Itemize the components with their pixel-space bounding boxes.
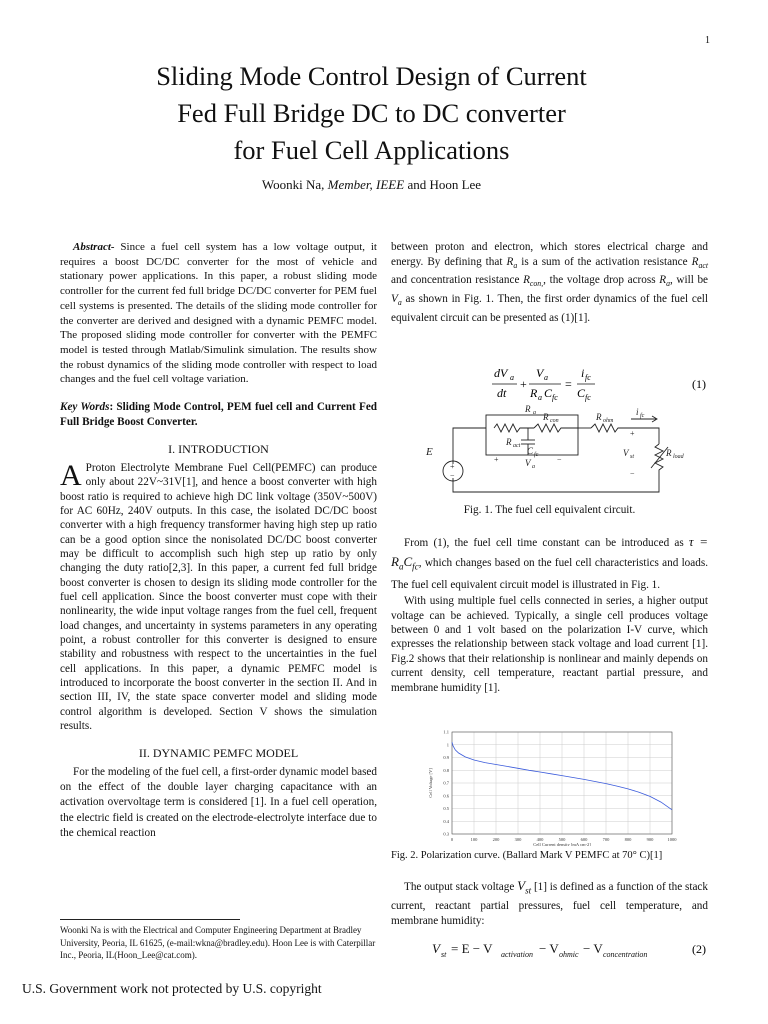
label-sub: fc <box>640 413 645 419</box>
svg-text:dV: dV <box>494 366 508 380</box>
svg-text:− V: − V <box>539 941 559 956</box>
svg-text:activation: activation <box>501 950 533 959</box>
text-run: as shown in Fig. 1. Then, the first order dynamics of the fuel cell equivalent circuit can be presented as (1)[1]. <box>391 293 708 325</box>
label-sub: st <box>630 454 635 460</box>
title-line: Sliding Mode Control Design of Current <box>156 61 587 91</box>
polarization-chart <box>410 726 688 846</box>
author-membership: Member, IEEE <box>327 177 405 192</box>
text-run: The output stack voltage <box>404 881 518 893</box>
label-sub: a <box>532 464 535 470</box>
circuit-wire <box>453 428 486 464</box>
x-tick-label: 300 <box>514 837 522 842</box>
svg-text:concentration: concentration <box>603 950 648 959</box>
x-axis-label: Cell Current density [mA cm-2] <box>533 842 591 846</box>
label-sub: con <box>550 418 559 424</box>
svg-text:a: a <box>544 373 548 382</box>
svg-text:fc: fc <box>585 373 591 382</box>
text-run: , which changes based on the fuel cell characteristics and loads. The fuel cell equivalent circuit model is illustrated in Fig. 1. <box>391 556 708 591</box>
svg-text:a: a <box>510 373 514 382</box>
y-tick-label: 1.1 <box>443 729 449 735</box>
label-rcon: R <box>543 412 549 422</box>
svg-text:C: C <box>544 386 553 400</box>
y-tick-label: 0.7 <box>443 780 449 786</box>
x-tick-label: 0 <box>450 837 454 842</box>
text-run: and concentration resistance <box>391 274 524 287</box>
svg-text:st: st <box>441 950 447 959</box>
figure-1-circuit <box>391 400 708 500</box>
copyright-notice: U.S. Government work not protected by U.S. copyright <box>22 981 322 996</box>
x-tick-label: 400 <box>536 837 544 842</box>
circuit-wire <box>453 478 659 492</box>
resistor-ohm <box>591 424 659 444</box>
x-tick-label: 200 <box>492 837 500 842</box>
abstract-text: Since a fuel cell system has a low voltage output, it requires a boost DC/DC converter for the most of vehicle and stationary power applications. In this paper, a robust sliding mode controller for the current fed full bridge DC/DC converter for PEM fuel cell systems is presented. The details of the sliding mode controller for the converter are derived and designed with a dynamic PEMFC model. The proposed sliding mode controller for converter with the PEMFC model is tested through Matlab/Simulink simulation. The results show the robust dynamics of the sliding mode controller with respect to load changes and the fuel cell voltage variation. <box>60 241 377 386</box>
va-plus: + <box>494 455 499 464</box>
x-tick-label: 900 <box>646 837 654 842</box>
right-paragraph: From (1), the fuel cell time constant can be introduced as $\tau = R_aC_{fc}$, which changes based on the fuel cell characteristics and loads. The fuel cell equivalent circuit model is illustrated in Fig. 1. With using multiple fuel cells connected in series, a higher output voltage can be achieved. Typically, a single cell produces voltage between 0 and 1 volt based on the polarization I-V curve, which expresses the relationship between stack voltage and load current [1]. Fig.2 shows that their relationship is nonlinear and mainly depends on current density, cell temperature, reactant partial pressure, and membrane humidity [1]. <box>391 534 708 694</box>
intro-paragraph <box>60 458 377 734</box>
equation-1-graphic <box>391 362 708 402</box>
author-name: Woonki Na, <box>261 177 328 192</box>
svg-text:C: C <box>577 386 586 400</box>
title-line: for Fuel Cell Applications <box>233 135 510 165</box>
keywords-label: Key Words <box>60 401 110 414</box>
abstract <box>60 240 377 387</box>
y-tick-label: 0.8 <box>443 767 449 773</box>
title-line: Fed Full Bridge DC to DC converter <box>177 98 566 128</box>
svg-text:fc: fc <box>585 393 591 402</box>
equation-2 <box>391 935 708 963</box>
svg-text:= E − V: = E − V <box>451 941 493 956</box>
drop-cap: A <box>60 458 82 492</box>
svg-text:V: V <box>432 941 440 956</box>
y-tick-label: 0.6 <box>443 793 449 799</box>
figure-1-caption: Fig. 1. The fuel cell equivalent circuit. <box>463 504 636 516</box>
label-ra: R <box>525 404 531 414</box>
text-run: between proton and electron, which stores electrical charge and energy. By defining that <box>391 241 708 268</box>
y-tick-label: 1 <box>446 742 449 748</box>
label-rload: R <box>666 448 672 458</box>
svg-text:ohmic: ohmic <box>559 950 579 959</box>
svg-text:+: + <box>520 377 527 391</box>
intro-text: Proton Electrolyte Membrane Fuel Cell(PEMFC) can produce only about 22V~31V[1], and hence a boost converter with high boost ratio is required to achieve high DC link voltage (350V~500V) for AC 60Hz, 240V outputs. In this case, the isolated DC/DC boost converter with a high frequency transformer having high step up ratio can be a good option since the nonisolated DC/DC boost converter may be difficult to accomplish such high step up ratio by only changing the duty ratio[2,3]. In this paper, a current fed full bridge boost converter is chosen to design its sliding mode controller for the fuel cell application. Since the boost converter must cope with their nonlinearity, the wide input voltage ranges from the fuel cell, frequent load changes, and uncertainty in systems parameters in any operating point, a robust controller for this converter is designed to ensure stability and robustness with respect to the uncertainties in the fuel cell applications. In this paper, a dynamic PEMFC model is introduced to incorporate the boost converter in the section II. And in section III, IV, the state space converter model and sliding mode control algorithm is developed. Section V shows the simulation results. <box>60 461 377 732</box>
model-paragraph: For the modeling of the fuel cell, a first-order dynamic model based on the effect of the double layer charging capacitance with an activation overvoltage term is considered [1]. In a fuel cell operation, the electric field is created on the electrode-electrolyte interface due to the chemical reaction <box>60 765 377 839</box>
svg-text:i: i <box>581 366 585 380</box>
label-sub: ohm <box>603 418 614 424</box>
text-run: From (1), the fuel cell time constant can be introduced as <box>404 537 689 549</box>
label-sub: a <box>533 410 536 416</box>
y-tick-label: 0.3 <box>443 831 449 837</box>
y-tick-label: 0.9 <box>443 755 449 760</box>
keywords: Key Words: Sliding Mode Control, PEM fuel cell and Current Fed Full Bridge Boost Converter. <box>60 401 378 428</box>
vst-plus: + <box>630 429 635 438</box>
page-number: 1 <box>705 35 710 46</box>
text-run: , will be <box>669 274 709 287</box>
text-run: , the voltage drop across <box>543 274 660 287</box>
text-run: is a sum of the activation resistance <box>517 255 692 268</box>
right-paragraph-3: With using multiple fuel cells connected in series, a higher output voltage can be achieved. Typically, a single cell produces voltage between 0 and 1 volt based on the polarization I-V curve, which expresses the relationship between stack voltage and load current [1]. Fig.2 shows that their relationship is nonlinear and mainly depends on current density, cell temperature, reactant partial pressure, and membrane humidity [1]. <box>391 595 708 694</box>
equation-2-graphic <box>391 935 708 963</box>
y-tick-label: 0.4 <box>443 818 449 824</box>
resistor-con <box>534 424 578 432</box>
author-name: and Hoon Lee <box>404 177 482 192</box>
source-plus: + <box>450 462 455 471</box>
y-tick-label: 0.5 <box>443 806 449 811</box>
label-ract: R <box>506 437 512 447</box>
x-tick-label: 1000 <box>667 837 677 842</box>
label-ifc: i <box>636 407 639 417</box>
figure-2-caption: Fig. 2. Polarization curve. (Ballard Mark V PEMFC at 70° C)[1] <box>391 850 663 861</box>
section-heading: I. INTRODUCTION <box>168 442 269 457</box>
x-tick-label: 100 <box>470 837 478 842</box>
svg-text:fc: fc <box>552 393 558 402</box>
right-paragraph: between proton and electron, which stores electrical charge and energy. By defining that $R_a$ is a sum of the activation resistance $R_{act}$ and concentration resistance $R_{con,}$, the voltage drop across $R_a$, will be $V_a$ as shown in Fig. 1. Then, the first order dynamics of the fuel cell equivalent circuit can be presented as (1)[1]. <box>391 241 709 325</box>
paper-title <box>60 58 683 169</box>
author-line <box>60 177 683 193</box>
section-heading: II. DYNAMIC PEMFC MODEL <box>138 746 299 761</box>
svg-text:R: R <box>530 386 538 400</box>
label-vst: V <box>623 448 629 458</box>
x-tick-label: 700 <box>602 837 610 842</box>
source-minus: − <box>450 471 455 480</box>
x-tick-label: 800 <box>624 837 632 842</box>
equation-number: (2) <box>692 942 706 956</box>
left-column <box>60 240 377 841</box>
equation-1 <box>391 362 708 402</box>
svg-text:a: a <box>538 393 542 402</box>
vst-minus: − <box>630 469 635 478</box>
label-rohm: R <box>596 412 602 422</box>
label-sub: act <box>513 443 521 449</box>
x-tick-label: 600 <box>580 837 588 842</box>
footnote: Woonki Na is with the Electrical and Computer Engineering Department at Bradley University, Peoria, IL 61625, (e-mail:wkna@bradley.edu). Hoon Lee is with Caterpillar Inc., Peoria, IL(Hoon_Lee@cat.com). <box>60 925 376 960</box>
equation-number: (1) <box>692 377 706 391</box>
label-va: V <box>525 458 531 468</box>
svg-text:=: = <box>565 377 572 391</box>
abstract-label: Abstract- <box>73 241 115 253</box>
label-sub: load <box>673 454 684 460</box>
va-minus: − <box>557 455 562 464</box>
right-paragraph-4: The output stack voltage $V_{st}$ [1] is defined as a function of the stack current, reactant partial pressures, fuel cell temperature, and membrane humidity: <box>391 878 708 927</box>
svg-text:− V: − V <box>583 941 603 956</box>
svg-text:V: V <box>536 366 544 380</box>
y-axis-label: Cell Voltage [V] <box>428 768 433 798</box>
circuit-diagram <box>391 400 708 500</box>
label-e: E <box>426 446 433 458</box>
svg-text:dt: dt <box>497 386 507 400</box>
x-tick-label: 500 <box>558 837 566 842</box>
text-run: [1] is defined as a function of the stack current, reactant partial pressures, fuel cell temperature, and membrane humidity: <box>391 881 708 927</box>
label-sub: fc <box>534 452 539 458</box>
keywords-text: : Sliding Mode Control, PEM fuel cell and Current Fed Full Bridge Boost Converter <box>60 401 378 428</box>
chart-svg <box>410 726 688 846</box>
footnote-rule <box>60 919 240 920</box>
label-cfc: C <box>527 446 534 456</box>
